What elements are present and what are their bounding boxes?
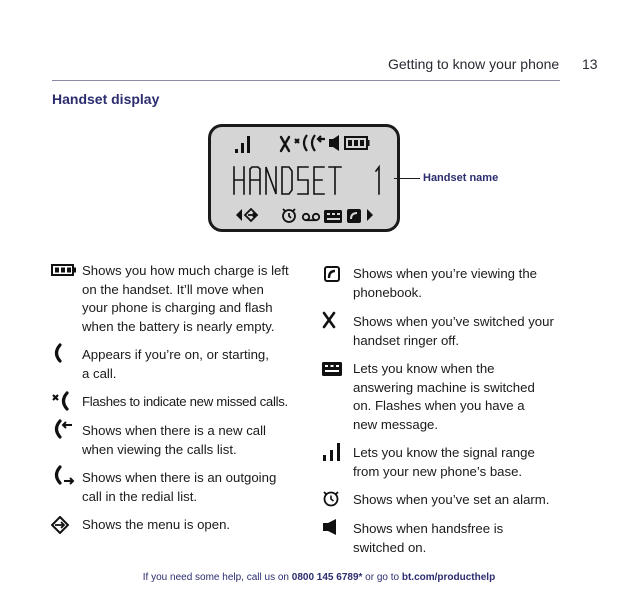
right-item-ringer-off: Shows when you’ve switched your handset ringer off.: [353, 314, 554, 348]
footer-help-link[interactable]: bt.com/producthelp: [401, 572, 496, 583]
handset-icon: [52, 343, 62, 363]
handset-display-illustration: [208, 124, 400, 232]
lcd-phonebook-icon: [347, 209, 361, 223]
right-item-signal: Lets you know the signal range from your new phone’s base.: [353, 445, 535, 479]
page-footer: [0, 572, 638, 583]
lcd-incoming-call-icon: [312, 135, 325, 151]
missed-call-icon: [52, 391, 70, 411]
right-item-answering-machine: Lets you know when the answering machine is switched on. Flashes when you have a new message.: [353, 361, 535, 432]
lcd-signal-icon: [235, 136, 250, 153]
left-item-battery: Shows you how much charge is left on the handset. It’ll move when your phone is charging and flash when the battery is nearly empty.: [82, 263, 289, 334]
ringer-off-icon: [322, 311, 336, 329]
left-item-incoming-call: Shows when there is a new call when viewing the calls list.: [82, 423, 266, 457]
lcd-screen-text: [234, 167, 379, 194]
left-item-outgoing-call: Shows when there is an outgoing call in the redial list.: [82, 470, 277, 504]
battery-icon: [51, 264, 77, 276]
outgoing-call-icon: [52, 465, 76, 487]
footer-phone-number: 0800 145 6789*: [291, 572, 363, 583]
lcd-voicemail-icon: [303, 214, 319, 220]
left-item-missed-call: Flashes to indicate new missed calls.: [82, 394, 288, 409]
lcd-battery-icon: [345, 137, 370, 149]
right-item-phonebook: Shows when you’re viewing the phonebook.: [353, 266, 537, 300]
incoming-call-icon: [52, 419, 74, 439]
lcd-answering-machine-icon: [324, 210, 342, 223]
left-item-menu: Shows the menu is open.: [82, 517, 231, 532]
lcd-missed-call-icon: [295, 135, 307, 151]
lcd-menu-icon: [245, 209, 257, 221]
footer-prefix: If you need some help, call us on: [142, 572, 292, 583]
header-divider: [52, 80, 560, 81]
right-item-speaker: Shows when handsfree is switched on.: [353, 521, 504, 555]
page-number: 13: [582, 56, 598, 72]
lcd-ringer-off-icon: [281, 137, 289, 151]
page-header-title: Getting to know your phone: [388, 56, 560, 72]
callout-label-handset-name: Handset name: [423, 172, 499, 184]
lcd-right-arrow-icon: [367, 209, 373, 221]
left-item-handset: Appears if you’re on, or starting, a call.: [82, 347, 269, 381]
phonebook-icon: [324, 266, 340, 282]
signal-icon: [322, 443, 342, 461]
lcd-left-arrow-icon: [236, 209, 242, 221]
alarm-icon: [322, 489, 340, 507]
section-title: Handset display: [52, 91, 160, 107]
footer-middle: or go to: [362, 572, 402, 583]
menu-icon: [51, 516, 69, 534]
answering-machine-icon: [322, 362, 342, 376]
right-item-alarm: Shows when you’ve set an alarm.: [353, 492, 550, 507]
speaker-icon: [322, 519, 340, 535]
callout-line: [394, 178, 420, 179]
lcd-alarm-icon: [283, 209, 295, 222]
lcd-speaker-icon: [329, 135, 339, 151]
